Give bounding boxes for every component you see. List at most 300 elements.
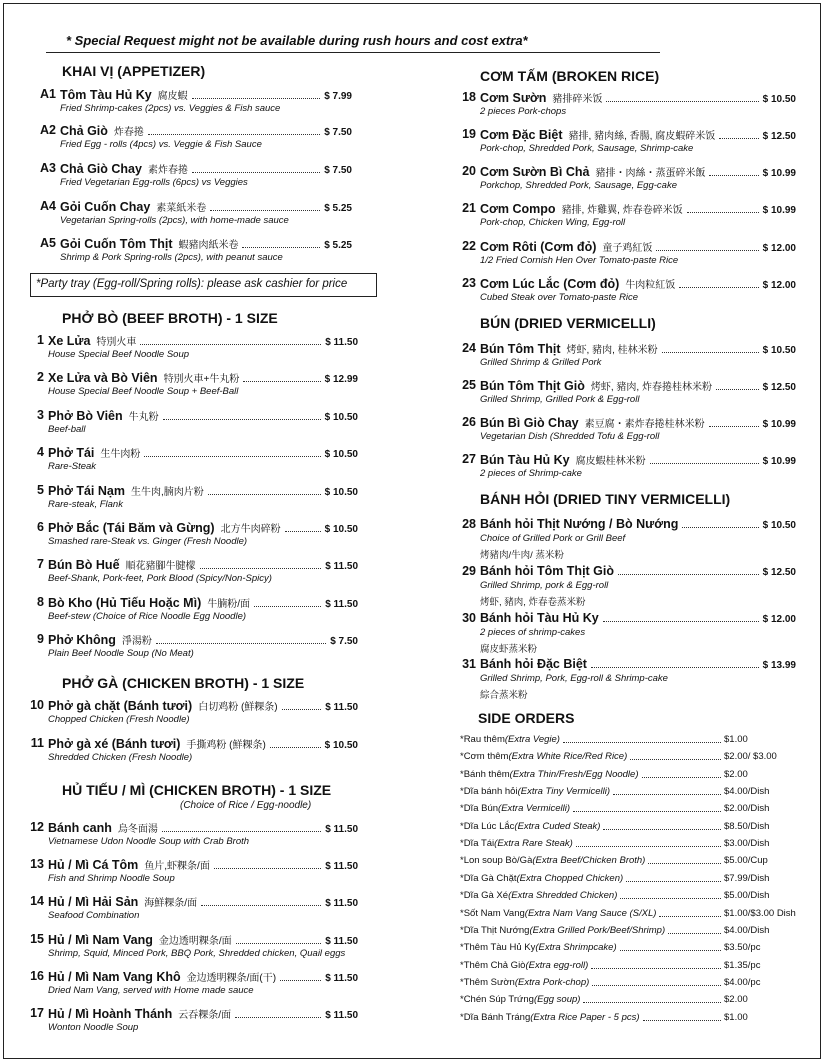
item-description: Fried Egg - rolls (4pcs) vs. Veggie & Fish Sauce [60, 139, 262, 150]
item-name: Cơm Lúc Lắc (Cơm đỏ) [480, 277, 620, 291]
side-order-row [460, 734, 800, 745]
leader-dots [603, 829, 721, 830]
item-price: $ 12.99 [324, 374, 358, 385]
leader-dots [719, 137, 758, 139]
leader-dots [163, 418, 321, 420]
side-order-row [460, 942, 800, 953]
item-description: Seafood Combination [48, 910, 140, 921]
item-price: $ 12.00 [762, 614, 796, 625]
side-order-name: *Dĩa Lúc Lắc [460, 820, 515, 832]
menu-item [450, 127, 796, 163]
item-description: Plain Beef Noodle Soup (No Meat) [48, 648, 194, 659]
menu-item [18, 857, 358, 893]
item-price: $ 5.25 [324, 203, 352, 214]
item-name: Bánh hỏi Tàu Hủ Ky [480, 611, 599, 625]
item-number: 26 [462, 415, 476, 429]
item-chinese-name: 豬排, 炸雞翼, 炸春卷碎米饭 [561, 205, 683, 216]
side-order-price: $4.00/Dish [724, 786, 770, 798]
item-name: Cơm Đặc Biệt [480, 128, 563, 142]
item-description: Choice of Grilled Pork or Grill Beef [480, 533, 626, 544]
side-order-row [460, 751, 800, 762]
item-number: 13 [30, 857, 44, 871]
item-price: $ 11.50 [325, 973, 358, 984]
leader-dots [620, 950, 721, 951]
party-tray-note: *Party tray (Egg-roll/Spring rolls): please ask cashier for price [30, 273, 377, 297]
menu-item [18, 557, 358, 593]
menu-item [18, 483, 358, 519]
leader-dots [280, 979, 321, 981]
special-request-notice: * Special Request might not be available during rush hours and cost extra* [66, 33, 528, 48]
side-order-description: (Extra Nam Vang Sauce (S/XL) [524, 907, 657, 919]
menu-item [30, 161, 352, 197]
item-chinese-name: 素炸春捲 [147, 165, 188, 176]
leader-dots [576, 846, 721, 847]
item-description: Grilled Shrimp, Grilled Pork & Egg-roll [480, 394, 640, 405]
item-description: Smashed rare-Steak vs. Ginger (Fresh Noodle) [48, 536, 248, 547]
item-name: Hủ / Mì Cá Tôm [48, 858, 139, 872]
leader-dots [573, 811, 721, 812]
side-order-name: *Dĩa bánh hỏi [460, 786, 518, 798]
item-price: $ 7.50 [330, 636, 358, 647]
leader-dots [650, 462, 759, 464]
leader-dots [659, 916, 721, 917]
side-order-row [460, 1012, 800, 1023]
item-name: Phở gà xé (Bánh tươi) [48, 737, 181, 751]
item-chinese-name: 素豆腐・素炸春捲桂林米粉 [584, 419, 705, 430]
item-number: 18 [462, 90, 476, 104]
item-chinese-name: 烏冬面湯 [117, 824, 158, 835]
leader-dots [243, 380, 320, 382]
leader-dots [144, 455, 320, 457]
item-description: Pork-chop, Shredded Pork, Sausage, Shrimp-cake [480, 143, 694, 154]
item-number: 5 [37, 483, 44, 497]
item-description: Fish and Shrimp Noodle Soup [48, 873, 175, 884]
menu-item [450, 164, 796, 200]
section-hu-tieu-note: (Choice of Rice / Egg-noodle) [180, 800, 312, 811]
item-number: 20 [462, 164, 476, 178]
item-name: Tôm Tàu Hủ Ky [60, 88, 152, 102]
menu-item [450, 415, 796, 451]
leader-dots [716, 388, 759, 390]
side-order-price: $4.00/Dish [724, 924, 770, 936]
item-name: Xe Lửa [48, 334, 91, 348]
item-chinese-name: 金边透明粿条/面(干) [186, 973, 277, 984]
item-chinese-name: 炸春捲 [113, 127, 144, 138]
item-chinese-name: 白切鸡粉 (鮮粿条) [198, 702, 278, 713]
side-order-row [460, 873, 800, 884]
item-price: $ 12.50 [762, 567, 796, 578]
side-order-price: $5.00/Cup [724, 855, 768, 867]
item-number: 17 [30, 1006, 44, 1020]
item-number: 28 [462, 517, 476, 531]
side-order-price: $3.50/pc [724, 942, 761, 954]
item-chinese-name: 牛丸粉 [128, 412, 159, 423]
item-number: 31 [462, 657, 476, 671]
item-description: Chopped Chicken (Fresh Noodle) [48, 714, 190, 725]
item-number: 2 [37, 370, 44, 384]
leader-dots [282, 708, 322, 710]
item-name: Hủ / Mì Hải Sản [48, 895, 139, 909]
item-chinese-name: 牛肉粒紅饭 [625, 280, 676, 291]
item-description: Wonton Noodle Soup [48, 1022, 139, 1033]
side-order-name: *Dĩa Tái [460, 838, 495, 850]
item-description: Grilled Shrimp & Grilled Pork [480, 357, 602, 368]
item-name: Bánh canh [48, 821, 112, 835]
item-description: 1/2 Fried Cornish Hen Over Tomato-paste Rice [480, 255, 679, 266]
leader-dots [156, 642, 326, 644]
leader-dots [242, 246, 320, 248]
item-chinese-name: 淨湯粉 [121, 636, 152, 647]
menu-item [450, 517, 796, 561]
leader-dots [682, 526, 758, 528]
item-chinese-name: 烤虾, 豬肉, 炸春捲桂林米粉 [590, 382, 712, 393]
leader-dots [687, 211, 759, 213]
item-number: 19 [462, 127, 476, 141]
item-price: $ 10.50 [762, 94, 796, 105]
item-number: A3 [40, 161, 56, 175]
side-order-name: *Rau thêm [460, 734, 505, 745]
item-price: $ 10.50 [324, 487, 358, 498]
menu-item [18, 820, 358, 856]
item-name: Bánh hỏi Thịt Nướng / Bò Nướng [480, 517, 679, 531]
side-order-price: $2.00 [724, 994, 748, 1006]
side-order-name: *Bánh thêm [460, 768, 510, 780]
leader-dots [592, 985, 721, 986]
leader-dots [583, 1002, 721, 1003]
item-price: $ 10.50 [324, 412, 358, 423]
item-price: $ 7.50 [324, 165, 352, 176]
menu-item [18, 736, 358, 772]
item-chinese-name: 豬排, 豬肉絲, 香腸, 腐皮蝦碎米饭 [568, 131, 716, 142]
item-number: 3 [37, 408, 44, 422]
leader-dots [162, 830, 321, 832]
side-order-row [460, 960, 800, 971]
item-price: $ 11.50 [325, 599, 358, 610]
item-chinese-description: 烤豬肉/牛肉/ 蒸米粉 [480, 550, 564, 561]
item-description: Beef-Shank, Pork-feet, Pork Blood (Spicy/Non-Spicy) [48, 573, 272, 584]
item-price: $ 11.50 [325, 1010, 358, 1021]
item-name: Phở gà chặt (Bánh tươi) [48, 699, 193, 713]
menu-item [450, 564, 796, 608]
item-name: Bún Tôm Thịt [480, 342, 561, 356]
item-chinese-name: 海鮮粿条/面 [144, 898, 198, 909]
side-order-price: $2.00/ $3.00 [724, 751, 777, 763]
side-order-description: (Extra White Rice/Red Rice) [508, 751, 628, 763]
item-chinese-name: 素菜紙米卷 [156, 203, 207, 214]
menu-item [18, 894, 358, 930]
item-description: 2 pieces of shrimp-cakes [480, 627, 586, 638]
item-chinese-name: 烤虾, 豬肉, 桂林米粉 [566, 345, 658, 356]
side-order-name: *Thêm Tàu Hủ Ky [460, 942, 536, 954]
leader-dots [254, 605, 321, 607]
leader-dots [630, 759, 721, 760]
item-number: 7 [37, 557, 44, 571]
item-price: $ 10.50 [324, 449, 358, 460]
item-price: $ 10.50 [762, 345, 796, 356]
side-order-row [460, 994, 800, 1005]
item-description: Vegetarian Dish (Shredded Tofu & Egg-roll [480, 431, 660, 442]
leader-dots [192, 171, 320, 173]
item-number: 11 [30, 736, 44, 750]
leader-dots [210, 209, 320, 211]
item-description: Fried Shrimp-cakes (2pcs) vs. Veggies & Fish sauce [60, 103, 281, 114]
item-description: Rare-Steak [48, 461, 97, 472]
item-description: Grilled Shrimp, pork & Egg-roll [480, 580, 609, 591]
menu-item [18, 370, 358, 406]
item-chinese-name: 順花豬腳牛腱檬 [125, 561, 196, 572]
side-order-price: $1.00/$3.00 Dish [724, 907, 796, 919]
leader-dots [236, 942, 322, 944]
leader-dots [563, 742, 721, 743]
item-price: $ 7.50 [324, 127, 352, 138]
side-order-name: *Cơm thêm [460, 751, 509, 763]
side-order-row [460, 769, 800, 780]
side-order-name: *Lon soup Bò/Gà [460, 855, 533, 867]
item-chinese-name: 金边透明粿条/面 [158, 936, 232, 947]
item-name: Cơm Compo [480, 202, 556, 216]
side-order-row [460, 925, 800, 936]
side-order-name: *Thêm Sườn [460, 976, 515, 988]
item-chinese-name: 腐皮蝦 [157, 91, 188, 102]
side-order-description: (Extra Rice Paper - 5 pcs) [530, 1011, 640, 1023]
item-number: A4 [40, 199, 56, 213]
item-number: 29 [462, 564, 476, 578]
side-order-price: $8.50/Dish [724, 820, 770, 832]
item-description: Grilled Shrimp, Pork, Egg-roll & Shrimp-cake [480, 673, 668, 684]
item-chinese-name: 手撕鸡粉 (鮮粿条) [186, 740, 266, 751]
item-name: Gỏi Cuốn Tôm Thịt [60, 237, 173, 251]
menu-item [450, 378, 796, 414]
item-name: Xe Lửa và Bò Viên [48, 371, 158, 385]
item-price: $ 10.99 [762, 419, 796, 430]
item-chinese-name: 豬排碎米饭 [552, 94, 603, 105]
side-order-row [460, 838, 800, 849]
side-order-price: $1.35/pc [724, 959, 761, 971]
section-appetizer: KHAI VỊ (APPETIZER) [62, 63, 206, 79]
item-chinese-name: 腐皮蝦桂林米粉 [575, 456, 646, 467]
side-order-name: *Dĩa Gà Chặt [460, 872, 517, 884]
leader-dots [208, 493, 321, 495]
item-chinese-name: 特別火車+牛丸粉 [163, 374, 240, 385]
item-price: $ 10.50 [324, 524, 358, 535]
item-number: 16 [30, 969, 44, 983]
side-order-price: $2.00/Dish [724, 803, 770, 815]
item-name: Phở Tái Nạm [48, 484, 125, 498]
item-chinese-name: 童子鸡紅饭 [602, 243, 653, 254]
item-chinese-name: 牛腩粉/面 [207, 599, 251, 610]
item-name: Hủ / Mì Nam Vang [48, 933, 153, 947]
item-description: Rare-steak, Flank [48, 499, 123, 510]
item-number: 12 [30, 820, 44, 834]
menu-item [30, 123, 352, 159]
leader-dots [656, 249, 758, 251]
item-description: Porkchop, Shredded Pork, Sausage, Egg-cake [480, 180, 677, 191]
item-chinese-name: 鱼片,虾粿条/面 [144, 861, 210, 872]
item-description: Vietnamese Udon Noodle Soup with Crab Broth [48, 836, 250, 847]
leader-dots [709, 174, 758, 176]
leader-dots [679, 286, 758, 288]
leader-dots [201, 904, 321, 906]
side-order-price: $4.00/pc [724, 976, 761, 988]
menu-item [450, 276, 796, 312]
item-description: Cubed Steak over Tomato-paste Rice [480, 292, 639, 303]
leader-dots [148, 133, 320, 135]
item-name: Chả Giò [60, 124, 108, 138]
item-name: Bánh hỏi Đặc Biệt [480, 657, 587, 671]
item-description: Shrimp & Pork Spring-rolls (2pcs), with peanut sauce [60, 252, 283, 263]
item-price: $ 10.99 [762, 168, 796, 179]
item-number: 30 [462, 611, 476, 625]
item-price: $ 10.99 [762, 205, 796, 216]
section-bun: BÚN (DRIED VERMICELLI) [480, 315, 656, 331]
leader-dots [709, 425, 759, 427]
item-chinese-description: 烤虾, 豬肉, 炸春卷蒸米粉 [480, 597, 586, 608]
menu-item [30, 87, 352, 123]
item-name: Gỏi Cuốn Chay [60, 200, 151, 214]
item-number: 27 [462, 452, 476, 466]
section-pho-bo: PHỞ BÒ (BEEF BROTH) - 1 SIZE [62, 310, 278, 326]
section-banh-hoi: BÁNH HỎI (DRIED TINY VERMICELLI) [480, 491, 731, 507]
side-order-description: (Extra Tiny Vermicelli) [517, 786, 611, 798]
side-order-price: $1.00 [724, 1011, 748, 1023]
item-chinese-description: 腐皮虾蒸米粉 [480, 644, 538, 655]
side-order-row [460, 821, 800, 832]
item-number: 4 [37, 445, 44, 459]
item-description: Beef-stew (Choice of Rice Noodle Egg Noodle) [48, 611, 247, 622]
side-order-row [460, 908, 800, 919]
item-description: 2 pieces of Shrimp-cake [480, 468, 582, 479]
item-chinese-name: 北方牛肉碎粉 [220, 524, 281, 535]
side-order-name: *Dĩa Bún [460, 803, 499, 815]
side-order-name: *Dĩa Thịt Nướng [460, 924, 530, 936]
item-name: Phở Bò Viên [48, 409, 123, 423]
side-order-row [460, 855, 800, 866]
item-description: House Special Beef Noodle Soup [48, 349, 190, 360]
menu-item [18, 445, 358, 481]
item-description: Pork-chop, Chicken Wing, Egg-roll [480, 217, 626, 228]
item-price: $ 10.99 [762, 456, 796, 467]
item-chinese-name: 云吞粿条/面 [178, 1010, 232, 1021]
side-order-description: (Egg soup) [533, 994, 581, 1006]
item-name: Bún Bì Giò Chay [480, 416, 579, 430]
menu-item [450, 239, 796, 275]
menu-item [18, 698, 358, 734]
side-order-row [460, 786, 800, 797]
item-price: $ 10.50 [324, 740, 358, 751]
leader-dots [591, 968, 721, 969]
side-order-price: $1.00 [724, 734, 748, 745]
item-description: Fried Vegetarian Egg-rolls (6pcs) vs Veggies [60, 177, 248, 188]
item-name: Bún Tàu Hủ Ky [480, 453, 570, 467]
item-name: Chả Giò Chay [60, 162, 142, 176]
item-number: 21 [462, 201, 476, 215]
side-order-description: (Extra Beef/Chicken Broth) [532, 855, 646, 867]
menu-item [450, 90, 796, 126]
menu-item [18, 969, 358, 1005]
menu-item [450, 657, 796, 701]
side-order-description: (Extra Vegie) [504, 734, 560, 745]
item-name: Hủ / Mì Hoành Thánh [48, 1007, 173, 1021]
side-order-name: *Dĩa Bánh Tráng [460, 1011, 531, 1023]
side-order-name: *Sốt Nam Vang [460, 907, 525, 919]
side-order-price: $2.00 [724, 768, 748, 780]
item-number: A5 [40, 236, 56, 250]
item-name: Cơm Rôti (Cơm đỏ) [480, 240, 597, 254]
leader-dots [603, 620, 759, 622]
item-name: Phở Tái [48, 446, 95, 460]
side-order-name: *Dĩa Gà Xé [460, 890, 509, 902]
menu-item [18, 595, 358, 631]
item-chinese-name: 特別火車 [96, 337, 137, 348]
item-name: Bún Tôm Thịt Giò [480, 379, 585, 393]
menu-item [18, 520, 358, 556]
side-order-description: (Extra Grilled Pork/Beef/Shrimp) [529, 924, 666, 936]
item-price: $ 12.00 [762, 280, 796, 291]
item-description: Vegetarian Spring-rolls (2pcs), with home-made sauce [60, 215, 289, 226]
leader-dots [591, 666, 759, 668]
item-name: Phở Không [48, 633, 116, 647]
item-chinese-name: 生牛肉粉 [100, 449, 141, 460]
item-name: Hủ / Mì Nam Vang Khô [48, 970, 181, 984]
item-chinese-description: 綜合蒸米粉 [480, 690, 528, 701]
leader-dots [643, 1020, 721, 1021]
item-name: Cơm Sườn [480, 91, 547, 105]
menu-item [18, 632, 358, 668]
side-order-row [460, 803, 800, 814]
section-pho-ga: PHỞ GÀ (CHICKEN BROTH) - 1 SIZE [62, 675, 305, 691]
item-number: 23 [462, 276, 476, 290]
item-price: $ 5.25 [324, 240, 352, 251]
item-name: Bánh hỏi Tôm Thịt Giò [480, 564, 615, 578]
side-order-description: (Extra Chopped Chicken) [516, 872, 624, 884]
item-price: $ 11.50 [325, 561, 358, 572]
leader-dots [140, 343, 321, 345]
item-price: $ 11.50 [325, 824, 358, 835]
side-order-description: (Extra Cuded Steak) [514, 820, 601, 832]
side-order-description: (Extra Shredded Chicken) [508, 890, 618, 902]
side-order-row [460, 977, 800, 988]
leader-dots [606, 100, 758, 102]
side-order-description: (Extra egg-roll) [525, 959, 589, 971]
item-description: Beef-ball [48, 424, 86, 435]
notice-divider [46, 52, 660, 53]
item-number: 22 [462, 239, 476, 253]
item-price: $ 7.99 [324, 91, 352, 102]
item-name: Bò Kho (Hủ Tiếu Hoặc Mì) [48, 596, 202, 610]
item-number: 14 [30, 894, 44, 908]
item-price: $ 10.50 [762, 520, 796, 531]
menu-item [30, 236, 352, 272]
item-price: $ 11.50 [325, 702, 358, 713]
item-description: House Special Beef Noodle Soup + Beef-Ball [48, 386, 239, 397]
side-order-row [460, 890, 800, 901]
side-order-name: *Thêm Chả Giò [460, 959, 526, 971]
leader-dots [192, 97, 321, 99]
item-number: 1 [37, 333, 44, 347]
item-number: 6 [37, 520, 44, 534]
menu-item [18, 408, 358, 444]
item-price: $ 12.50 [762, 382, 796, 393]
item-price: $ 11.50 [325, 337, 358, 348]
leader-dots [214, 867, 321, 869]
leader-dots [285, 530, 321, 532]
side-order-description: (Extra Rare Steak) [494, 838, 573, 850]
item-chinese-name: 豬排・肉絲・蒸蛋碎米飯 [595, 168, 706, 179]
menu-item [18, 333, 358, 369]
item-number: A1 [40, 87, 56, 101]
menu-item [450, 341, 796, 377]
leader-dots [626, 881, 721, 882]
